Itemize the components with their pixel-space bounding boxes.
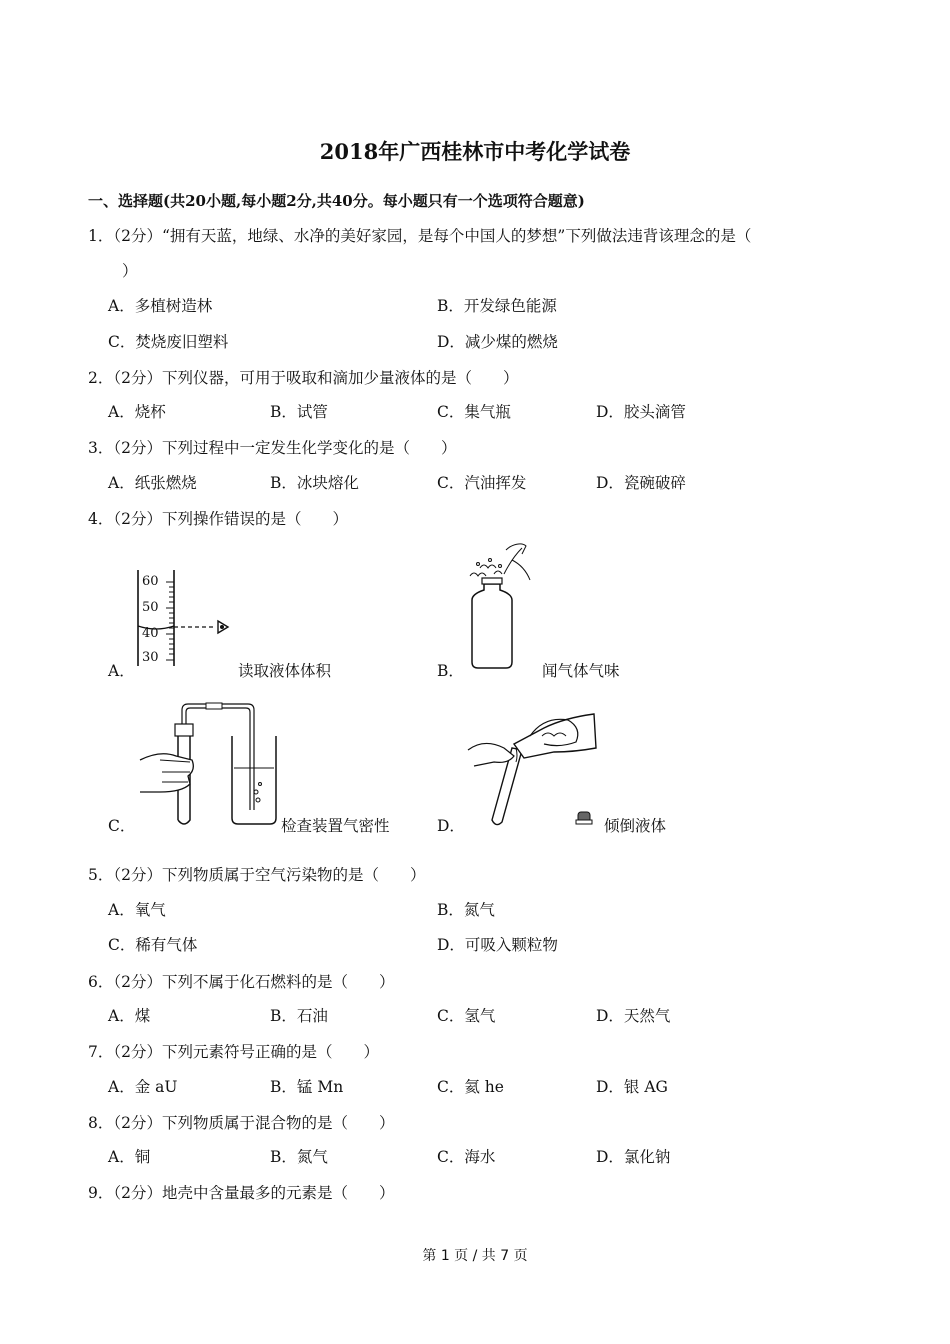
- question-2-stem: 2．（2分）下列仪器，可用于吸取和滴加少量液体的是（ ）: [88, 369, 519, 387]
- q8-option-b: B．氮气: [270, 1148, 328, 1166]
- q6-option-a: A．煤: [108, 1007, 151, 1025]
- tick-label-30: 30: [142, 650, 159, 665]
- q5-option-c: C．稀有气体: [108, 936, 198, 954]
- q4-option-c: C．: [108, 817, 136, 835]
- q5-option-b: B．氮气: [437, 901, 495, 919]
- q1-option-d: D．减少煤的燃烧: [437, 333, 558, 351]
- q7-option-c: C．氦 he: [437, 1078, 504, 1096]
- q6-option-c: C．氢气: [437, 1007, 496, 1025]
- tick-label-60: 60: [142, 574, 159, 589]
- q3-option-b: B．冰块熔化: [270, 474, 359, 492]
- airtightness-apparatus-figure: [130, 700, 280, 828]
- q4-caption-a: 读取液体体积: [238, 662, 332, 680]
- page-footer: 第 1 页 / 共 7 页: [422, 1248, 528, 1264]
- q2-option-c: C．集气瓶: [437, 403, 511, 421]
- question-3-stem: 3．（2分）下列过程中一定发生化学变化的是（ ）: [88, 439, 457, 457]
- page-title: 2018年广西桂林市中考化学试卷: [319, 139, 631, 164]
- q1-option-b: B．开发绿色能源: [437, 297, 557, 315]
- question-5-stem: 5．（2分）下列物质属于空气污染物的是（ ）: [88, 866, 426, 884]
- q6-option-d: D．天然气: [596, 1007, 671, 1025]
- q4-option-d: D．: [437, 817, 465, 835]
- question-7-stem: 7．（2分）下列元素符号正确的是（ ）: [88, 1043, 379, 1061]
- q7-option-b: B．锰 Mn: [270, 1078, 344, 1096]
- q4-option-b: B．: [437, 662, 464, 680]
- q2-option-d: D．胶头滴管: [596, 403, 686, 421]
- q4-caption-b: 闻气体气味: [542, 662, 620, 680]
- q4-option-a: A．: [108, 662, 135, 680]
- q5-option-a: A．氧气: [108, 901, 166, 919]
- q8-option-c: C．海水: [437, 1148, 496, 1166]
- q5-option-d: D．可吸入颗粒物: [437, 936, 558, 954]
- q1-option-c: C．焚烧废旧塑料: [108, 333, 229, 351]
- q6-option-b: B．石油: [270, 1007, 328, 1025]
- pouring-liquid-figure: [464, 708, 614, 828]
- q3-option-c: C．汽油挥发: [437, 474, 527, 492]
- question-9-stem: 9．（2分）地壳中含量最多的元素是（ ）: [88, 1184, 395, 1202]
- question-1-stem-cont: ）: [122, 262, 138, 280]
- q3-option-a: A．纸张燃烧: [108, 474, 197, 492]
- q4-caption-d: 倾倒液体: [604, 817, 667, 835]
- section-heading: 一、选择题(共20小题,每小题2分,共40分。每小题只有一个选项符合题意): [88, 192, 585, 210]
- q8-option-a: A．铜: [108, 1148, 151, 1166]
- q2-option-b: B．试管: [270, 403, 328, 421]
- q1-option-a: A．多植树造林: [108, 297, 213, 315]
- q8-option-d: D．氯化钠: [596, 1148, 671, 1166]
- q4-caption-c: 检查装置气密性: [281, 817, 390, 835]
- q3-option-d: D．瓷碗破碎: [596, 474, 686, 492]
- gas-bottle-figure: [460, 540, 540, 670]
- tick-label-50: 50: [142, 600, 159, 615]
- tick-label-40: 40: [142, 626, 159, 641]
- question-1-stem: 1．（2分）“拥有天蓝，地绿、水净的美好家园，是每个中国人的梦想”下列做法违背该理念的是（: [88, 227, 752, 245]
- q2-option-a: A．烧杯: [108, 403, 166, 421]
- question-4-stem: 4．（2分）下列操作错误的是（ ）: [88, 510, 348, 528]
- question-8-stem: 8．（2分）下列物质属于混合物的是（ ）: [88, 1114, 395, 1132]
- q7-option-a: A．金 aU: [108, 1078, 178, 1096]
- question-6-stem: 6．（2分）下列不属于化石燃料的是（ ）: [88, 973, 395, 991]
- q7-option-d: D．银 AG: [596, 1078, 668, 1096]
